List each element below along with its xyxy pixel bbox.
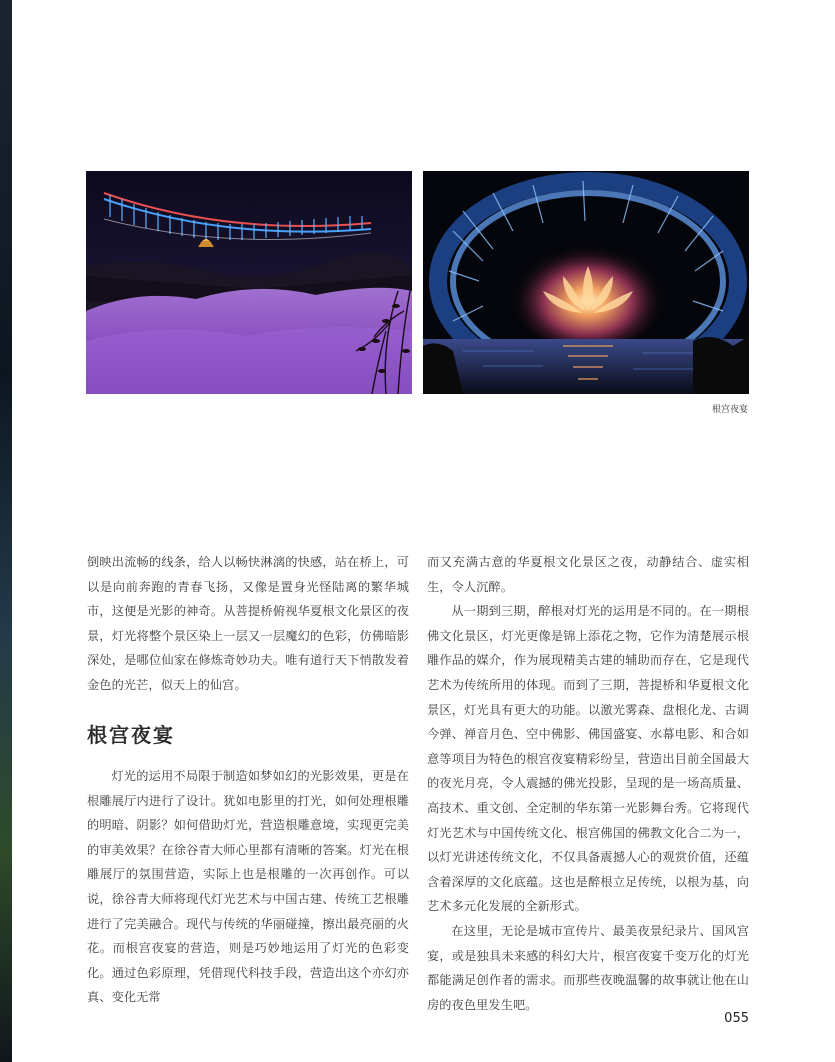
page-number: 055: [724, 1011, 749, 1026]
page-edge-bleed: [0, 0, 12, 1062]
paragraph: 倒映出流畅的线条，给人以畅快淋漓的快感，站在桥上，可以是向前奔跑的青春飞扬，又像是置身光怪陆离的繁华城市，这便是光影的神奇。从菩提桥俯视华夏根文化景区的夜景，灯光将整个景区染上一层又一层魔幻的色彩，仿佛暗影深处，是哪位仙家在修炼奇妙功夫。唯有道行天下悄散发着金色的光芒，似天上的仙宫。: [87, 555, 409, 692]
section-heading: 根宫夜宴: [87, 723, 175, 747]
paragraph: 灯光的运用不局限于制造如梦如幻的光影效果，更是在根雕展厅内进行了设计。犹如电影里的打光，如何处理根雕的明暗、阴影？如何借助灯光，营造根雕意境，实现更完美的审美效果？在徐谷青大师心里都有清晰的答案。灯光在根雕展厅的氛围营造，实际上也是根雕的一次再创作。可以说，徐谷青大师将现代灯光艺术与中国古建、传统工艺根雕进行了完美融合。现代与传统的华丽碰撞，擦出最亮丽的火花。而根宫夜宴的营造，则是巧妙地运用了灯光的色彩变化。通过色彩原理，凭借现代科技手段，营造出这个亦幻亦真、变化无常: [87, 769, 409, 1005]
photo-caption: 根宫夜宴: [711, 405, 748, 415]
left-column-paragraph-1: [87, 550, 409, 698]
paragraph: 而又充满古意的华夏根文化景区之夜，动静结合、虚实相生，令人沉醉。: [427, 555, 749, 594]
lotus-light-show-photo: [423, 171, 749, 394]
right-column: [427, 550, 749, 1017]
left-column-paragraph-2: [87, 764, 409, 1010]
paragraph: 在这里，无论是城市宣传片、最美夜景纪录片、国风宫宴，或是独具未来感的科幻大片，根宫夜宴千变万化的灯光都能满足创作者的需求。而那些夜晚温馨的故事就让他在山房的夜色里发生吧。: [427, 923, 749, 1012]
paragraph: 从一期到三期，醉根对灯光的运用是不同的。在一期根佛文化景区，灯光更像是锦上添花之物，它作为清楚展示根雕作品的媒介，作为展现精美古建的辅助而存在，它是现代艺术为传统所用的体现。而到了三期，菩提桥和华夏根文化景区，灯光具有更大的功能。以激光雾森、盘根化龙、古调今弹、禅音月色、空中佛影、佛国盛宴、水幕电影、和合如意等项目为特色的根宫夜宴精彩纷呈，营造出目前全国最大的夜光月亮，令人震撼的佛光投影，呈现的是一场高质量、高技术、重文创、全定制的华东第一光影舞台秀。它将现代灯光艺术与中国传统文化、根宫佛国的佛教文化合二为一，以灯光讲述传统文化，不仅具备震撼人心的观赏价值，还蕴含着深厚的文化底蕴。这也是醉根立足传统，以根为基，向艺术多元化发展的全新形式。: [427, 604, 749, 914]
bridge-night-photo: [86, 171, 412, 394]
